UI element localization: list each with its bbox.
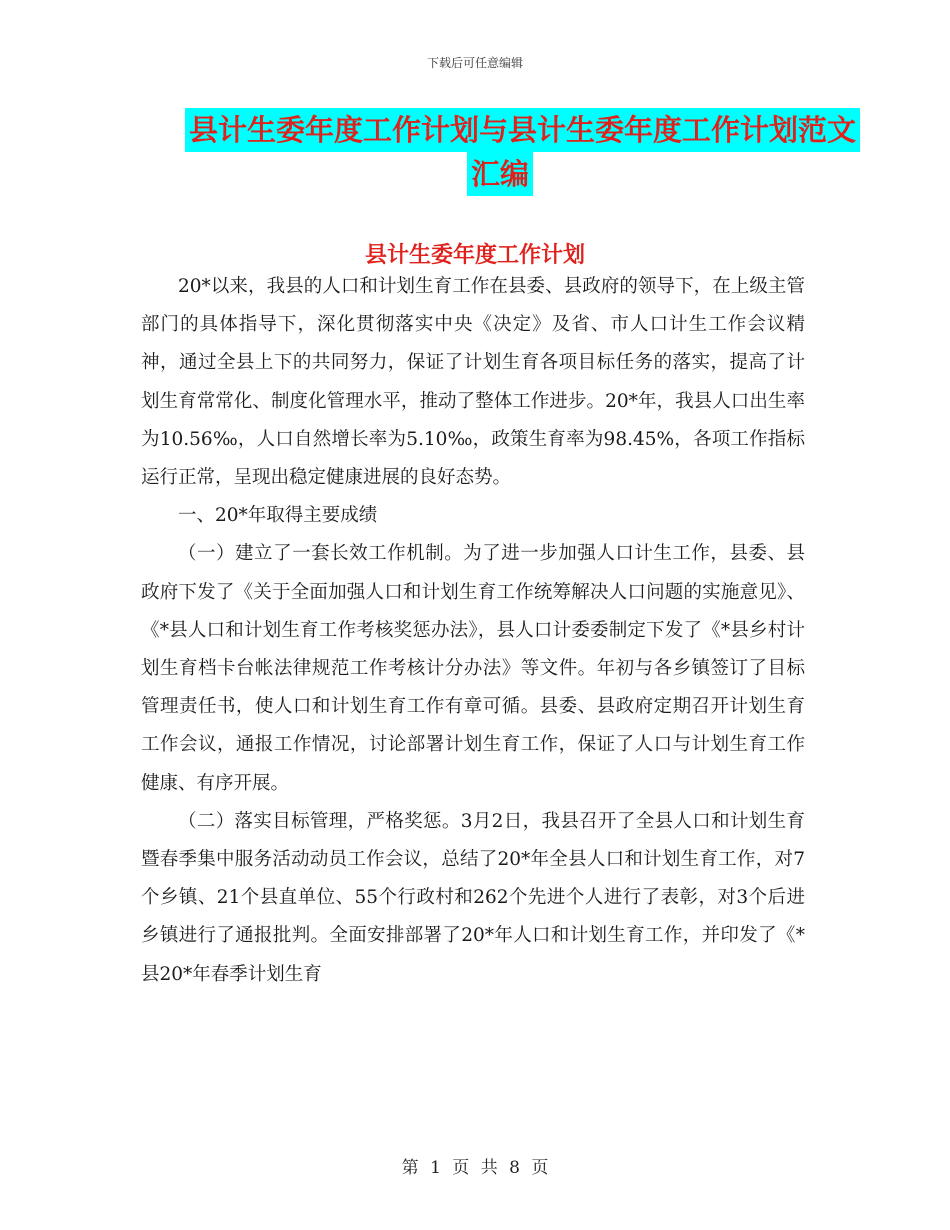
title-line-2: 汇编 [467,152,533,196]
document-body [141,268,805,994]
paragraph-intro: 20*以来，我县的人口和计划生育工作在县委、县政府的领导下，在上级主管部门的具体指导下，深化贯彻落实中央《决定》及省、市人口计生工作会议精神，通过全县上下的共同努力，保证了计划生育各项目标任务的落实，提高了计划生育常常化、制度化管理水平，推动了整体工作进步。20*年，我县人口出生率为10.56‰，人口自然增长率为5.10‰，政策生育率为98.45%，各项工作指标运行正常，呈现出稳定健康进展的良好态势。 [141,276,805,489]
page-header-note: 下载后可任意编辑 [426,56,523,70]
paragraph-mechanism: （一）建立了一套长效工作机制。为了进一步加强人口计生工作，县委、县政府下发了《关于全面加强人口和计划生育工作统筹解决人口问题的实施意见》、《*县人口和计划生育工作考核奖惩办法》，县人口计委委制定下发了《*县乡村计划生育档卡台帐法律规范工作考核计分办法》等文件。年初与各乡镇签订了目标管理责任书，使人口和计划生育工作有章可循。县委、县政府定期召开计划生育工作会议，通报工作情况，讨论部署计划生育工作，保证了人口与计划生育工作健康、有序开展。 [141,543,805,794]
paragraph-target-management: （二）落实目标管理，严格奖惩。3月2日，我县召开了全县人口和计划生育暨春季集中服务活动动员工作会议，总结了20*年全县人口和计划生育工作，对7个乡镇、21个县直单位、55个行政村和262个先进个人进行了表彰，对3个后进乡镇进行了通报批判。全面安排部署了20*年人口和计划生育工作，并印发了《*县20*年春季计划生育 [141,810,805,985]
section-title: 县计生委年度工作计划 [364,242,585,268]
document-title [185,108,857,196]
page-number: 第 1 页 共 8 页 [401,1158,549,1178]
title-line-1: 县计生委年度工作计划与县计生委年度工作计划范文 [185,108,860,152]
paragraph-heading-achievements: 一、20*年取得主要成绩 [178,505,378,527]
